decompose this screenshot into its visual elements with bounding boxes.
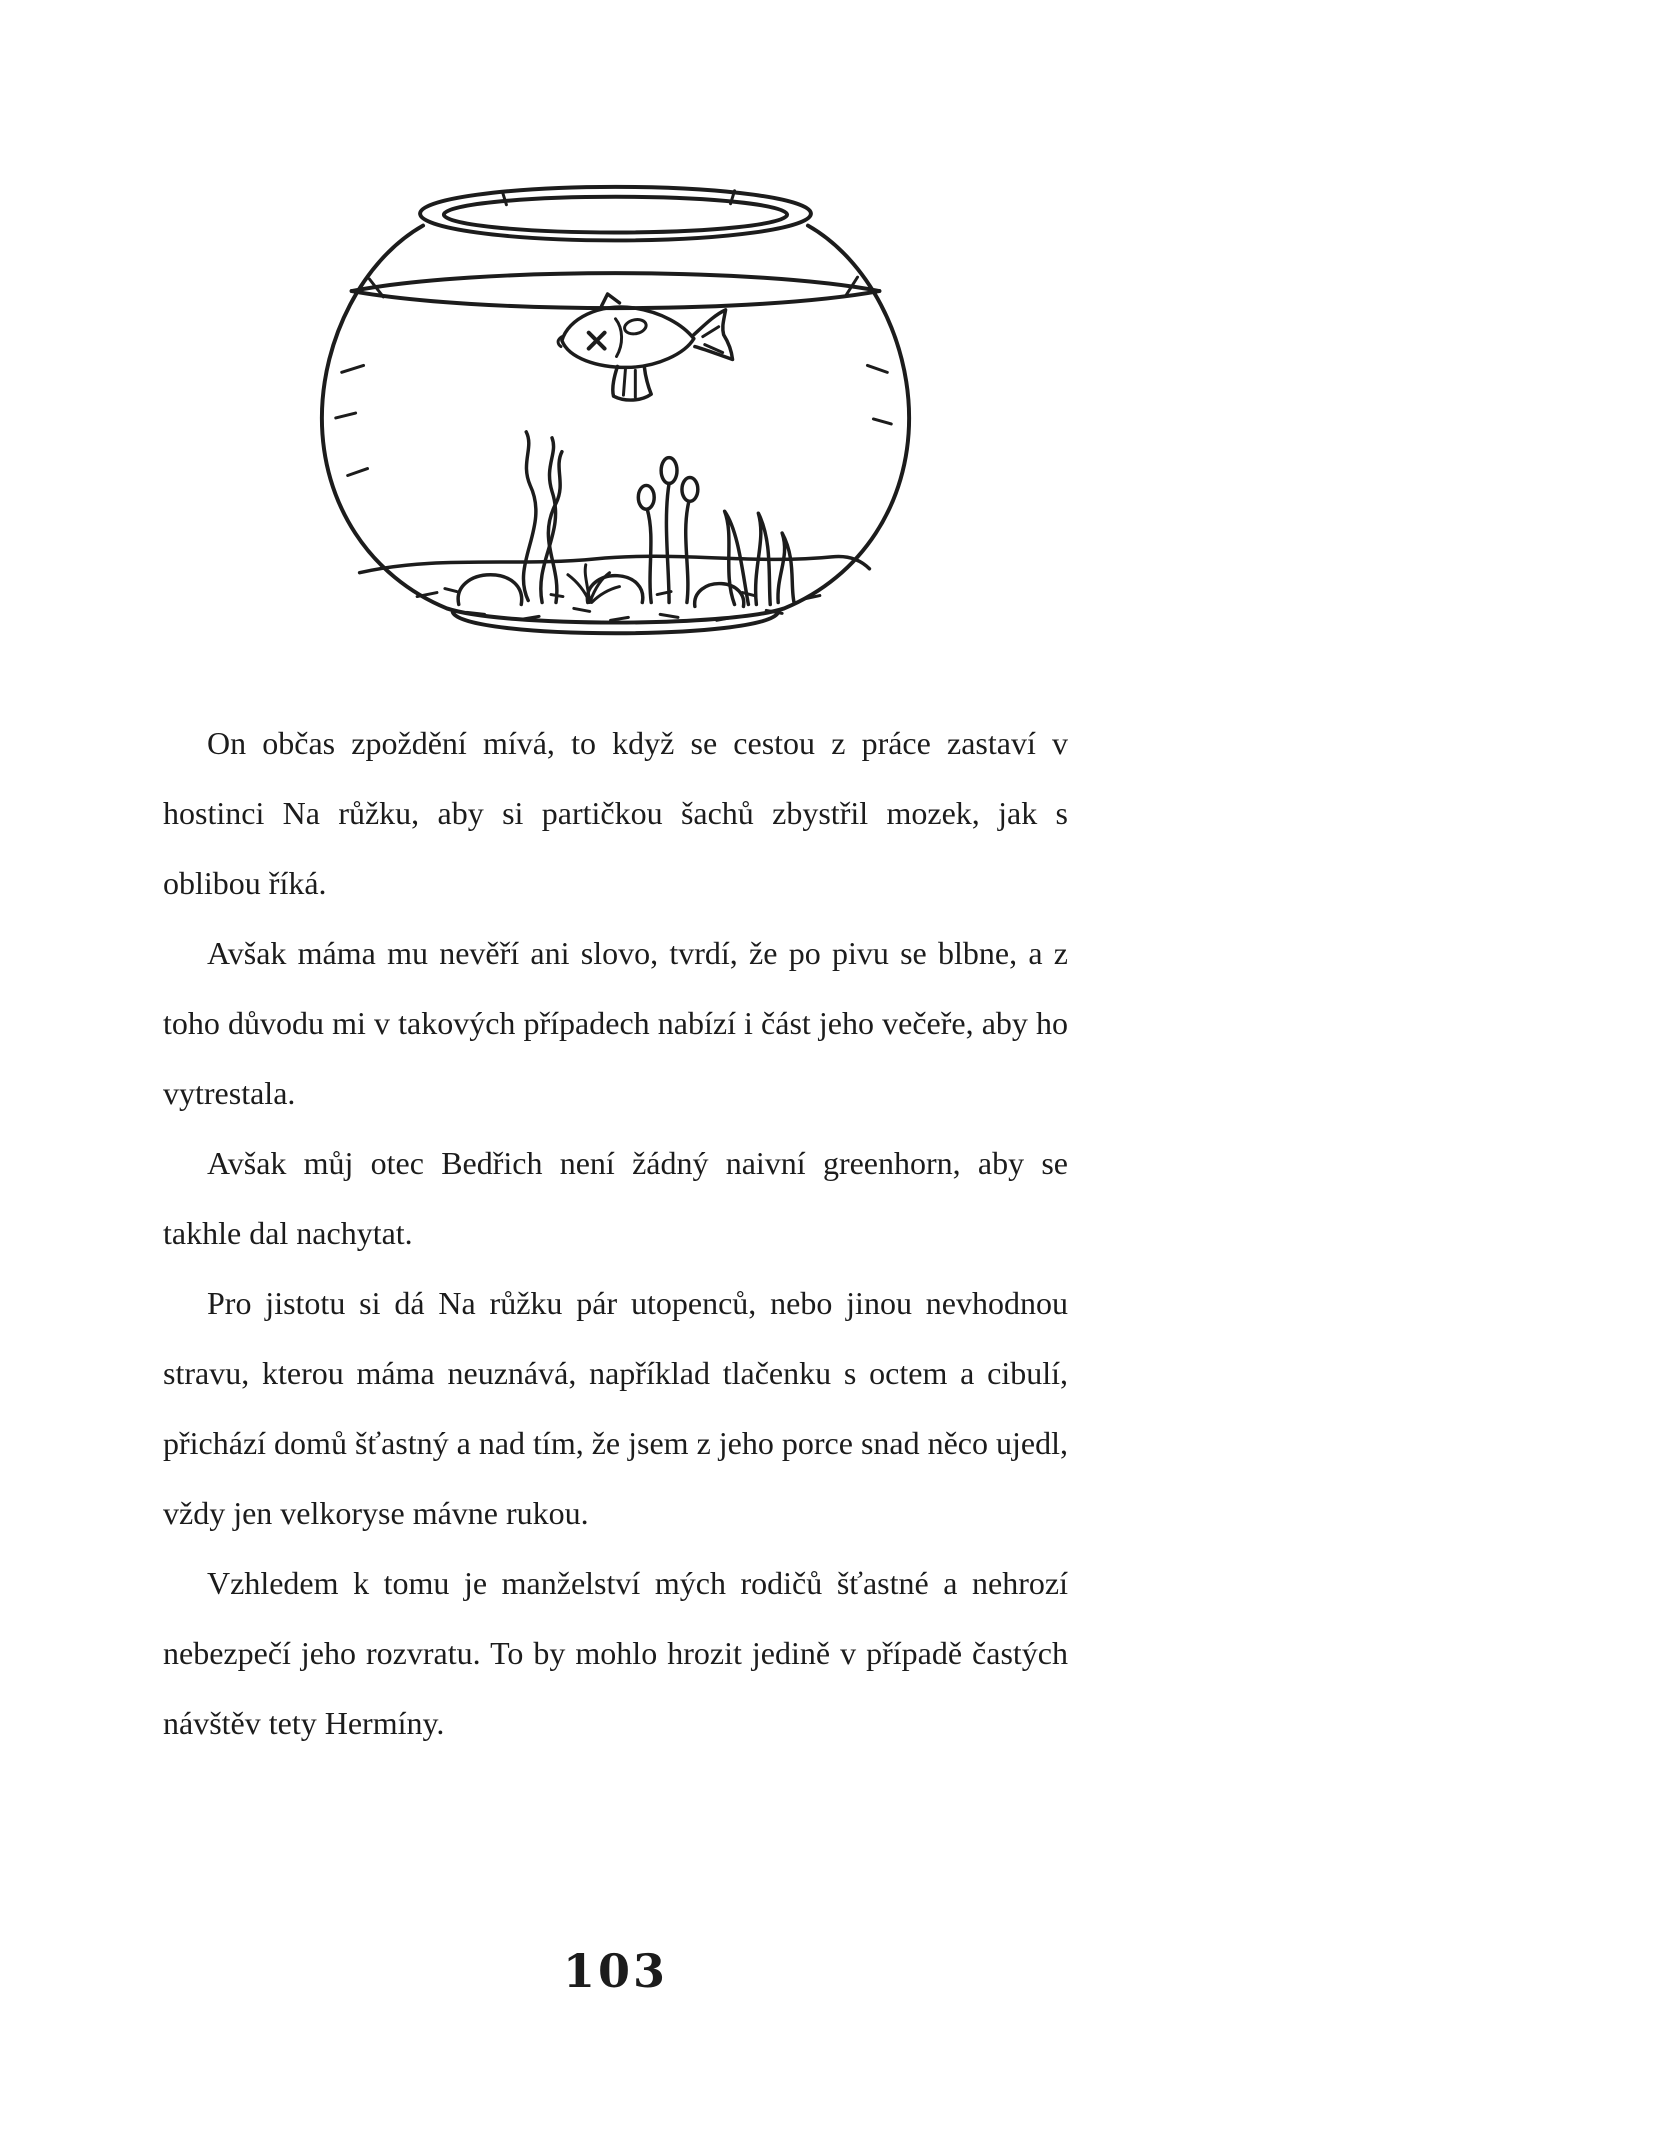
fishbowl-drawing (308, 168, 923, 664)
fishbowl-illustration (308, 168, 923, 664)
paragraph-3: Avšak můj otec Bedřich není žádný naivní greenhorn, aby se takhle dal nachytat. (163, 1145, 1068, 1251)
paragraph-4: Pro jistotu si dá Na růžku pár utopenců, nebo jinou nevhodnou stravu, kterou máma neuznává, například tlačenku s octem a cibulí, přichází domů šťastný a nad tím, že jsem z jeho porce snad něco ujedl, vždy jen velkoryse mávne rukou. (163, 1285, 1068, 1531)
paragraph-1: On občas zpoždění mívá, to když se cestou z práce zastaví v hostinci Na růžku, aby si partičkou šachů zbystřil mozek, jak s oblibou říká. (163, 725, 1068, 901)
aquarium-bottom (360, 432, 870, 620)
paragraph-5: Vzhledem k tomu je manželství mých rodičů šťastné a nehrozí nebezpečí jeho rozvratu. To by mohlo hrozit jedině v případě častých návštěv tety Hermíny. (163, 1565, 1068, 1741)
page-number: 103 (562, 1944, 669, 1998)
paragraph-2: Avšak máma mu nevěří ani slovo, tvrdí, že po pivu se blbne, a z toho důvodu mi v takových případech nabízí i část jeho večeře, aby ho vytrestala. (163, 935, 1068, 1111)
text-column (163, 0, 1068, 1758)
body-text (163, 708, 1068, 1758)
